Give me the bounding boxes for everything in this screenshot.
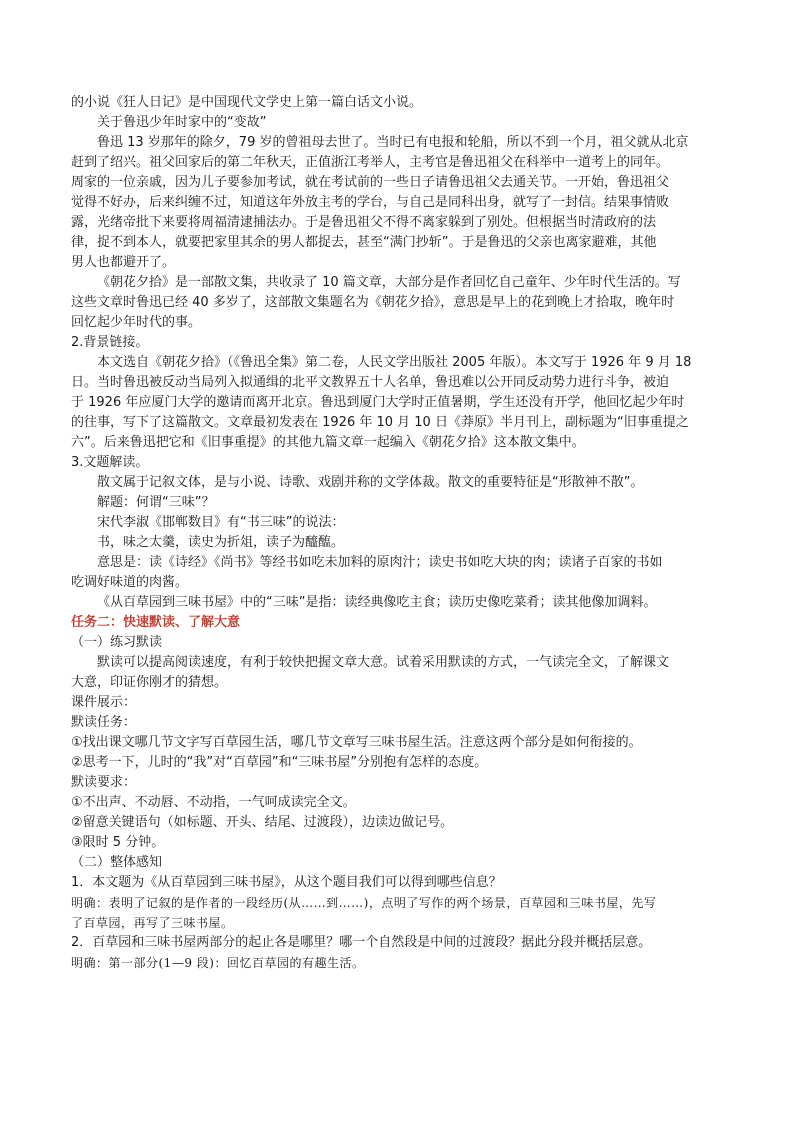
text-line: 宋代李淑《邯郸数目》有“书三味”的说法： bbox=[97, 515, 345, 530]
text-line: 《朝花夕拾》是一部散文集，共收录了 10 篇文章，大部分是作者回忆自己童年、少年时代生活的。写 bbox=[97, 275, 681, 290]
text-line: 书，味之太羹，读史为折俎，读子为醯醢。 bbox=[97, 535, 345, 550]
subsection-heading: （二）整体感知 bbox=[71, 855, 163, 870]
text-line: 这些文章时鲁迅已经 40 多岁了，这部散文集题名为《朝花夕拾》，意思是早上的花到晚上才拾取，晚年时 bbox=[71, 295, 675, 310]
task-heading: 任务二：快速默读、了解大意 bbox=[71, 615, 241, 630]
text-line: 《从百草园到三味书屋》中的“三味”是指：读经典像吃主食；读历史像吃菜肴；读其他像加调料。 bbox=[97, 595, 657, 610]
section-heading: 3.文题解读。 bbox=[71, 455, 149, 470]
answer-line: 了百草园，再写了三味书屋。 bbox=[71, 916, 234, 930]
text-line: 男人也都避开了。 bbox=[71, 255, 176, 270]
text-line: 意思是：读《诗经》《尚书》等经书如吃未加料的原肉汁；读史书如吃大块的肉；读诸子百家的书如 bbox=[97, 555, 663, 570]
text-line: 课件展示： bbox=[71, 695, 137, 710]
list-item: ②思考一下，儿时的“我”对“百草园”和“三味书屋”分别抱有怎样的态度。 bbox=[71, 755, 488, 770]
answer-line: 明确：第一部分(1—9 段)：回忆百草园的有趣生活。 bbox=[71, 956, 365, 970]
document-page bbox=[71, 93, 725, 973]
text-line: 本文选自《朝花夕拾》（《鲁迅全集》第二卷，人民文学出版社 2005 年版）。本文写于 1926 年 9 月 18 bbox=[97, 355, 692, 370]
text-line: 默读可以提高阅读速度，有利于较快把握文章大意。试着采用默读的方式，一气读完全文，了解课文 bbox=[97, 655, 670, 670]
text-line: 赶到了绍兴。祖父回家后的第二年秋天，正值浙江考举人，主考官是鲁迅祖父在科举中一道考上的同年。 bbox=[71, 155, 670, 170]
question: 1．本文题为《从百草园到三味书屋》，从这个题目我们可以得到哪些信息？ bbox=[71, 875, 502, 890]
text-line: 默读任务： bbox=[71, 715, 137, 730]
list-item: ①不出声、不动唇、不动指，一气呵成读完全文。 bbox=[71, 795, 356, 810]
text-line: 鲁迅 13 岁那年的除夕，79 岁的曾祖母去世了。当时已有电报和轮船，所以不到一个月，祖父就从北京 bbox=[97, 135, 689, 150]
text-line: 于 1926 年应厦门大学的邀请而离开北京。鲁迅到厦门大学时正值暑期，学生还没有开学，他回忆起少年时 bbox=[71, 395, 685, 410]
answer-line: 明确：表明了记叙的是作者的一段经历(从……到……)，点明了写作的两个场景，百草园和三味书屋，先写 bbox=[71, 896, 657, 910]
question: 2．百草园和三味书屋两部分的起止各是哪里？哪一个自然段是中间的过渡段？据此分段并概括层意。 bbox=[71, 935, 652, 950]
section-heading: 2.背景链接。 bbox=[71, 335, 149, 350]
text-line: 的往事，写下了这篇散文。文章最初发表在 1926 年 10 月 10 日《莽原》半月刊上，副标题为“旧事重提之 bbox=[71, 415, 689, 430]
text-line: 吃调好味道的肉酱。 bbox=[71, 575, 189, 590]
text-line: 默读要求： bbox=[71, 775, 137, 790]
text-line: 露，光绪帝批下来要将周福清逮捕法办。于是鲁迅祖父不得不离家躲到了别处。但根据当时清政府的法 bbox=[71, 215, 657, 230]
text-line: 日。当时鲁迅被反动当局列入拟通缉的北平文教界五十人名单，鲁迅难以公开同反动势力进行斗争，被迫 bbox=[71, 375, 670, 390]
subsection-heading: （一）练习默读 bbox=[71, 635, 163, 650]
text-line: 回忆起少年时代的事。 bbox=[71, 315, 202, 330]
list-item: ③限时 5 分钟。 bbox=[71, 835, 165, 850]
text-line: 的小说《狂人日记》是中国现代文学史上第一篇白话文小说。 bbox=[71, 95, 423, 110]
text-line: 六”。后来鲁迅把它和《旧事重提》的其他九篇文章一起编入《朝花夕拾》这本散文集中。 bbox=[71, 435, 585, 450]
list-item: ②留意关键语句（如标题、开头、结尾、过渡段），边读边做记号。 bbox=[71, 815, 454, 830]
list-item: ①找出课文哪几节文字写百草园生活，哪几节文章写三味书屋生活。注意这两个部分是如何衔接的。 bbox=[71, 735, 642, 750]
text-line: 解题：何谓“三味”？ bbox=[97, 495, 215, 510]
text-line: 散文属于记叙文体，是与小说、诗歌、戏剧并称的文学体裁。散文的重要特征是“形散神不散”。 bbox=[97, 475, 644, 490]
text-line: 律，捉不到本人，就要把家里其余的男人都捉去，甚至“满门抄斩”。于是鲁迅的父亲也离家避难，其他 bbox=[71, 235, 657, 250]
text-line: 大意，印证你刚才的猜想。 bbox=[71, 675, 228, 690]
text-line: 周家的一位亲戚，因为儿子要参加考试，就在考试前的一些日子请鲁迅祖父去通关节。一开始，鲁迅祖父 bbox=[71, 175, 670, 190]
text-line: 关于鲁迅少年时家中的“变故” bbox=[97, 115, 267, 130]
text-line: 觉得不好办，后来纠缠不过，知道这年外放主考的学台，与自己是同科出身，就写了一封信。结果事情败 bbox=[71, 195, 670, 210]
